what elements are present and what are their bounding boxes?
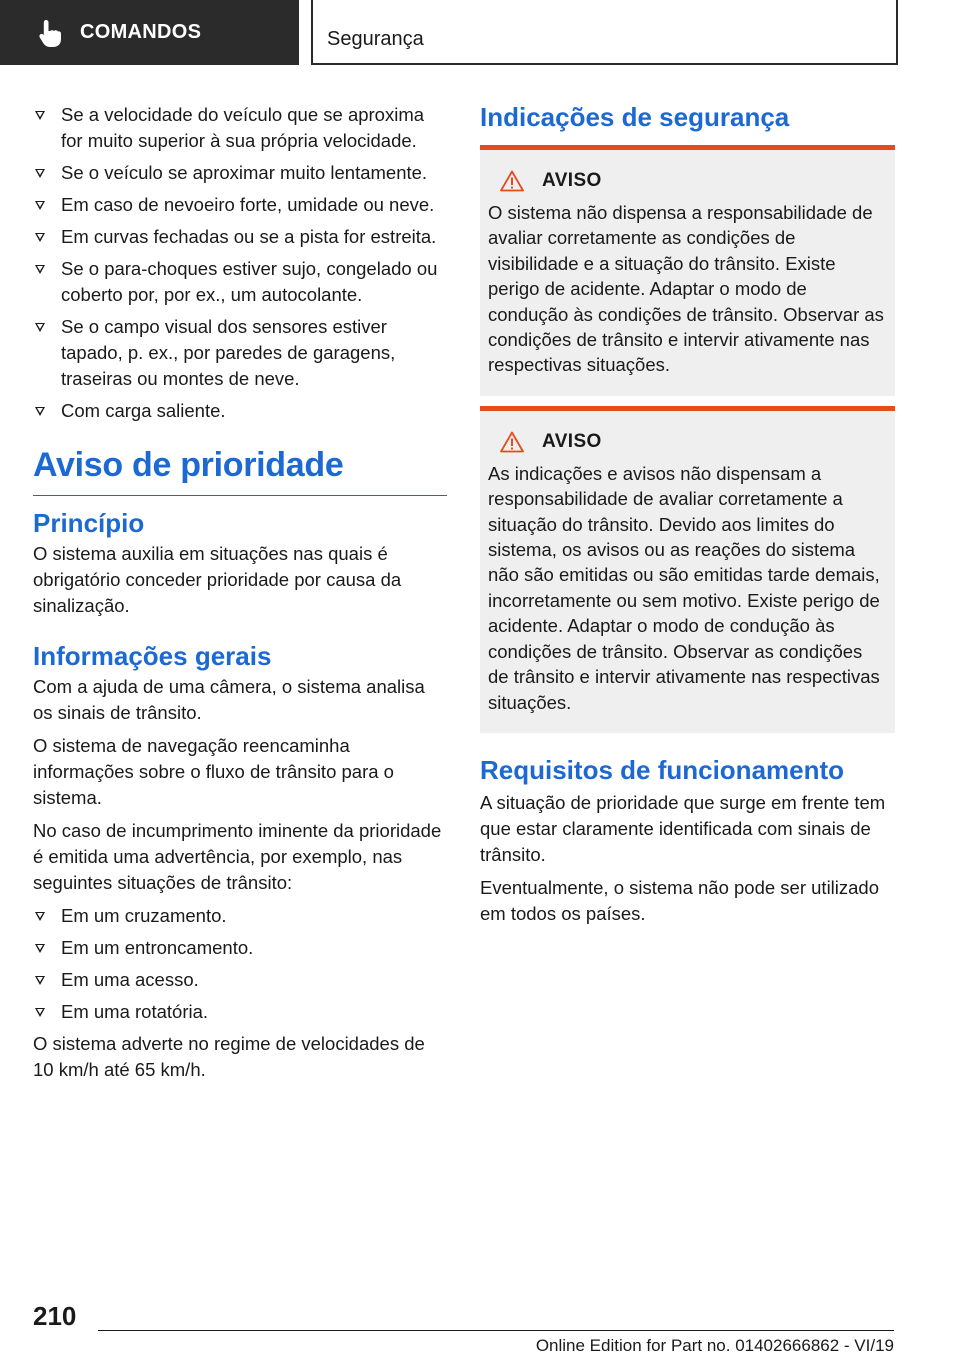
list-item: Em caso de nevoeiro forte, umidade ou neve. <box>33 192 447 218</box>
warning-header <box>488 170 887 192</box>
triangle-bullet-icon <box>35 912 45 921</box>
info-paragraph-2: O sistema de navegação reencaminha informações sobre o fluxo de trânsito para o sistema. <box>33 735 394 808</box>
warning-label: AVISO <box>542 170 602 191</box>
triangle-bullet-icon <box>35 323 45 332</box>
triangle-bullet-icon <box>35 1008 45 1017</box>
subsection-title-informacoes-gerais: Informações gerais <box>33 641 272 671</box>
list-item: Se o campo visual dos sensores estiver tapado, p. ex., por paredes de garagens, traseiras ou montes de neve. <box>33 314 447 392</box>
triangle-bullet-icon <box>35 169 45 178</box>
right-column <box>480 102 895 934</box>
principio-text: O sistema auxilia em situações nas quais é obrigatório conceder prioridade por causa da sinalização. <box>33 543 402 616</box>
speed-range-text: O sistema adverte no regime de velocidades de 10 km/h até 65 km/h. <box>33 1033 425 1080</box>
requirements-paragraph-2: Eventualmente, o sistema não pode ser utilizado em todos os países. <box>480 876 880 924</box>
triangle-bullet-icon <box>35 233 45 242</box>
warning-box-1 <box>480 145 895 396</box>
list-item: Em uma rotatória. <box>33 999 447 1025</box>
subsection-title-requisitos: Requisitos de funcionamento <box>480 754 845 785</box>
list-item: Em curvas fechadas ou se a pista for estreita. <box>33 224 447 250</box>
warning-label: AVISO <box>542 430 602 452</box>
warning-text: As indicações e avisos não dispensam a responsabilidade de avaliar corretamente a situação do trânsito. Devido aos limites do sistema, os avisos ou as reações do sistema não são emitidas ou são emitidas tarde demais, incorretamente ou sem motivo. Existe perigo de acidente. Adaptar o modo de condução às condições de trânsito. Observar as condições de trânsito e intervir ativamente nas respectivas situações. <box>488 462 880 713</box>
warning-box-2 <box>480 406 895 733</box>
list-item: Se o veículo se aproximar muito lentamente. <box>33 160 447 186</box>
footer-divider <box>98 1330 894 1331</box>
hand-pointer-icon <box>38 18 64 48</box>
list-item: Em um cruzamento. <box>33 903 447 929</box>
header-tab-comandos[interactable] <box>0 0 299 65</box>
triangle-bullet-icon <box>35 201 45 210</box>
left-column <box>33 102 447 1090</box>
warning-header <box>488 431 887 453</box>
list-item: Em um entroncamento. <box>33 935 447 961</box>
info-paragraph-3: No caso de incumprimento iminente da prioridade é emitida uma advertência, por exemplo, nas seguintes situações de trânsito: <box>33 820 442 893</box>
header-tab-label: COMANDOS <box>80 21 202 43</box>
list-item: Se a velocidade do veículo que se aproxima for muito superior à sua própria velocidade. <box>33 102 447 154</box>
warning-triangle-icon <box>500 170 524 192</box>
header-section-box <box>311 0 898 65</box>
requirements-paragraph-1: A situação de prioridade que surge em frente tem que estar claramente identificada com sinais de trânsito. <box>480 791 886 865</box>
situations-bullet-list <box>33 903 447 1025</box>
triangle-bullet-icon <box>35 407 45 416</box>
subsection-title-principio: Princípio <box>33 508 145 538</box>
triangle-bullet-icon <box>35 944 45 953</box>
list-item: Com carga saliente. <box>33 398 447 424</box>
warning-triangle-icon <box>500 431 524 453</box>
limits-bullet-list <box>33 102 447 424</box>
page-number: 210 <box>33 1301 77 1331</box>
list-item: Se o para-choques estiver sujo, congelado ou coberto por, por ex., um autocolante. <box>33 256 447 308</box>
triangle-bullet-icon <box>35 976 45 985</box>
triangle-bullet-icon <box>35 111 45 120</box>
section-title-aviso-prioridade: Aviso de prioridade <box>33 446 447 496</box>
info-paragraph-1: Com a ajuda de uma câmera, o sistema analisa os sinais de trânsito. <box>33 676 425 723</box>
footer-edition-text: Online Edition for Part no. 01402666862 - VI/19 <box>535 1336 894 1355</box>
triangle-bullet-icon <box>35 265 45 274</box>
header-section-title: Segurança <box>327 28 424 50</box>
warning-text: O sistema não dispensa a responsabilidade de avaliar corretamente as condições de visibilidade e a situação do trânsito. Existe perigo de acidente. Adaptar o modo de condução às condições de trânsito. Observar as condições de trânsito e intervir ativamente nas respectivas situações. <box>488 202 884 376</box>
list-item: Em uma acesso. <box>33 967 447 993</box>
subsection-title-indicacoes-seguranca: Indicações de segurança <box>480 102 790 132</box>
